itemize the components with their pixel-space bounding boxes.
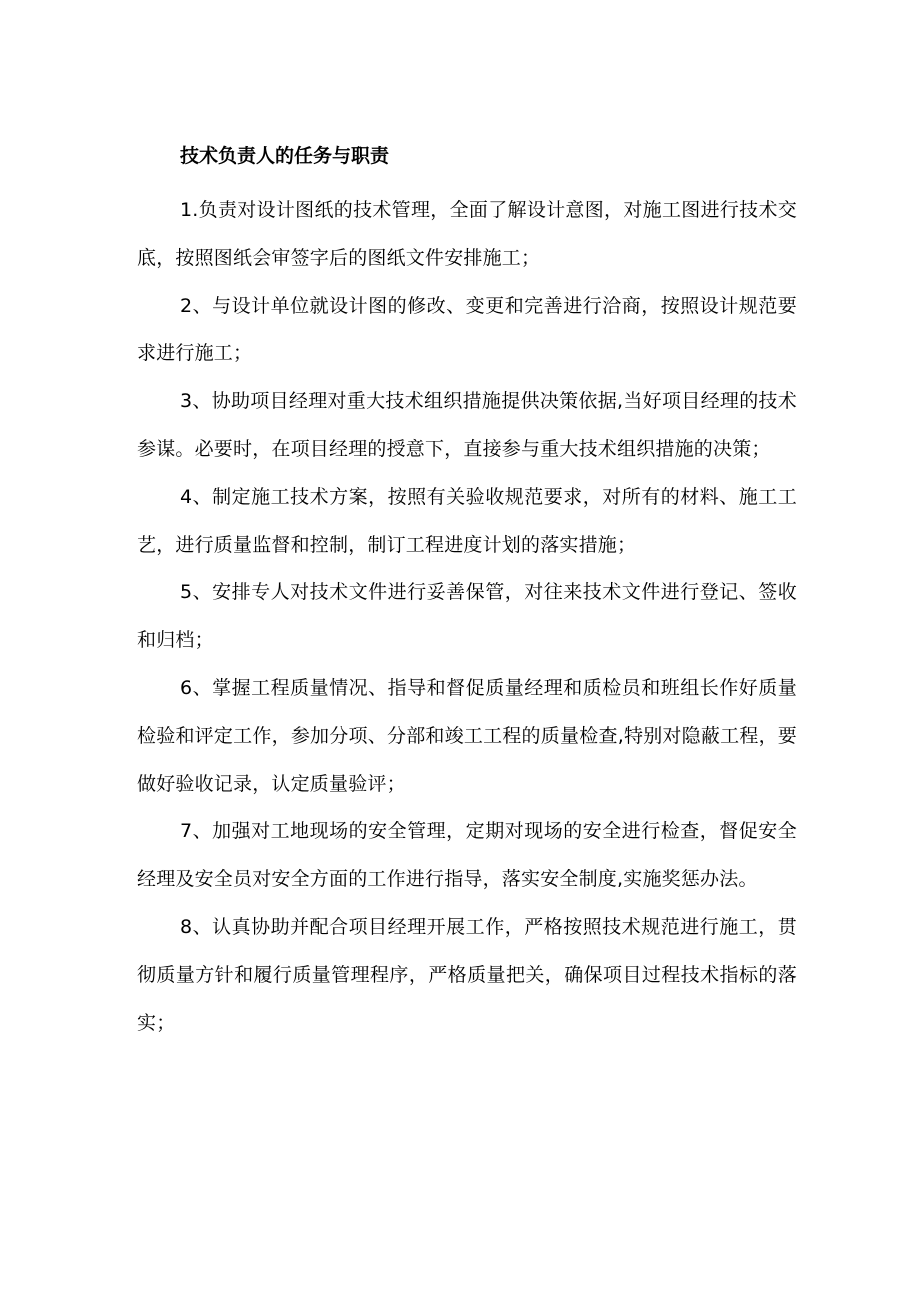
duty-paragraph-6: 6、掌握工程质量情况、指导和督促质量经理和质检员和班组长作好质量检验和评定工作，参加分项、分部和竣工工程的质量检查,特别对隐蔽工程，要做好验收记录，认定质量验评；	[137, 676, 797, 795]
duty-paragraph-1: 1.负责对设计图纸的技术管理，全面了解设计意图，对施工图进行技术交底，按照图纸会审签字后的图纸文件安排施工；	[137, 199, 797, 269]
duty-list	[137, 187, 797, 1047]
duty-paragraph-3: 3、协助项目经理对重大技术组织措施提供决策依据,当好项目经理的技术参谋。必要时，在项目经理的授意下，直接参与重大技术组织措施的决策；	[137, 390, 797, 460]
duty-paragraph-2: 2、与设计单位就设计图的修改、变更和完善进行洽商，按照设计规范要求进行施工；	[137, 294, 797, 365]
document-body	[137, 138, 797, 1047]
duty-paragraph-8: 8、认真协助并配合项目经理开展工作，严格按照技术规范进行施工，贯彻质量方针和履行质量管理程序，严格质量把关，确保项目过程技术指标的落实；	[137, 915, 797, 1034]
duty-paragraph-4: 4、制定施工技术方案，按照有关验收规范要求，对所有的材料、施工工艺，进行质量监督和控制，制订工程进度计划的落实措施；	[137, 485, 797, 556]
duty-paragraph-7: 7、加强对工地现场的安全管理，定期对现场的安全进行检查，督促安全经理及安全员对安全方面的工作进行指导，落实安全制度,实施奖惩办法。	[137, 820, 797, 891]
document-title: 技术负责人的任务与职责	[180, 145, 390, 167]
duty-paragraph-5: 5、安排专人对技术文件进行妥善保管，对往来技术文件进行登记、签收和归档；	[137, 581, 797, 652]
